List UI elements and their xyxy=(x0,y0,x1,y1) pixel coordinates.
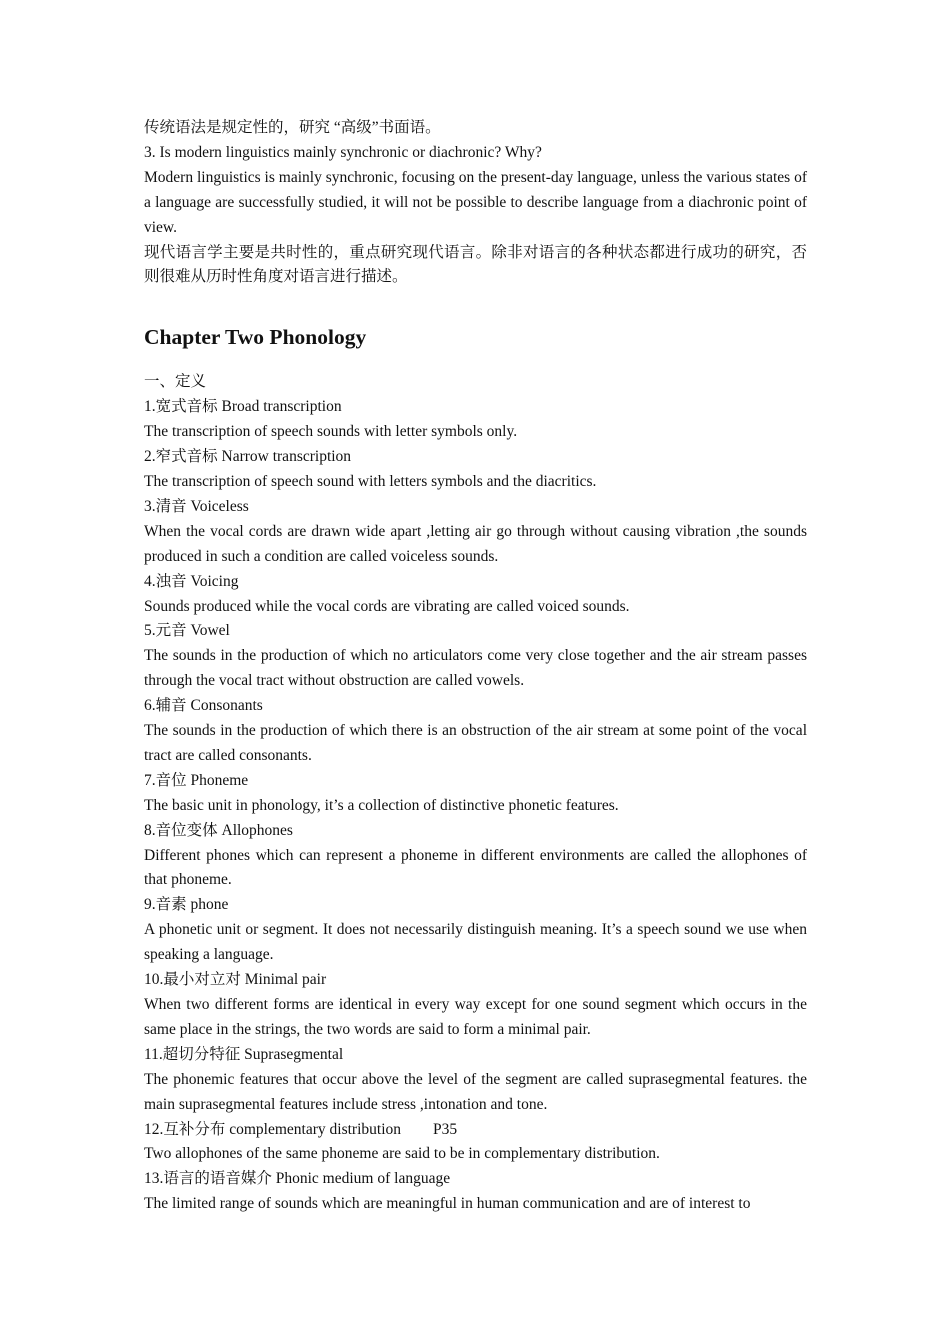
definition-term: 10.最小对立对 Minimal pair xyxy=(144,971,327,989)
definition-text: Sounds produced while the vocal cords are vibrating are called voiced sounds. xyxy=(144,597,630,615)
section-heading: 一、定义 xyxy=(144,373,207,391)
definition-text: The transcription of speech sounds with letter symbols only. xyxy=(144,423,518,441)
definition-term: 8.音位变体 Allophones xyxy=(144,821,293,839)
definition-text: When the vocal cords are drawn wide apart ,letting air go through without causing vibration ,the sounds produced in such a condition are called voiceless sounds. xyxy=(144,522,807,565)
definition-text: When two different forms are identical in every way except for one sound segment which occurs in the same place in the strings, the two words are said to form a minimal pair. xyxy=(144,996,807,1038)
definition-text: Two allophones of the same phoneme are said to be in complementary distribution. xyxy=(144,1145,660,1163)
definition-text: A phonetic unit or segment. It does not necessarily distinguish meaning. It’s a speech sound we use when speaking a language. xyxy=(144,921,807,964)
definition-term: 6.辅音 Consonants xyxy=(144,697,263,715)
definition-term: 4.浊音 Voicing xyxy=(144,572,239,590)
answer-3-english: Modern linguistics is mainly synchronic, focusing on the present-day language, unless the various states of a language are successfully studied, it will not be possible to describe language from a diachronic point of view. xyxy=(144,168,807,236)
definitions-list xyxy=(144,395,807,1217)
definition-term: 1.宽式音标 Broad transcription xyxy=(144,398,342,416)
definition-term: 5.元音 Vowel xyxy=(144,622,230,640)
answer-3-chinese: 现代语言学主要是共时性的，重点研究现代语言。除非对语言的各种状态都进行成功的研究，否则很难从历时性角度对语言进行描述。 xyxy=(144,243,807,286)
definition-term: 9.音素 phone xyxy=(144,896,229,914)
definition-text: The basic unit in phonology, it’s a collection of distinctive phonetic features. xyxy=(144,796,619,814)
chapter-title: Chapter Two Phonology xyxy=(144,325,367,350)
definition-text: The sounds in the production of which no articulators come very close together and the air stream passes through the vocal tract without obstruction are called vowels. xyxy=(144,647,807,690)
definition-text: The limited range of sounds which are meaningful in human communication and are of interest to xyxy=(144,1195,751,1213)
definition-text: Different phones which can represent a phoneme in different environments are called the allophones of that phoneme. xyxy=(144,846,807,889)
page-reference: P35 xyxy=(433,1120,458,1138)
intro-line: 传统语法是规定性的，研究 “高级”书面语。 xyxy=(144,119,441,136)
definition-text: The sounds in the production of which there is an obstruction of the air stream at some point of the vocal tract are called consonants. xyxy=(144,722,807,764)
definition-term: 3.清音 Voiceless xyxy=(144,497,249,515)
definition-term: 11.超切分特征 Suprasegmental xyxy=(144,1045,344,1063)
document-page xyxy=(144,116,807,1217)
definition-term: 7.音位 Phoneme xyxy=(144,771,249,789)
definition-term: 13.语言的语音媒介 Phonic medium of language xyxy=(144,1170,451,1188)
definition-text: The transcription of speech sound with letters symbols and the diacritics. xyxy=(144,472,597,490)
definition-text: The phonemic features that occur above the level of the segment are called suprasegmental features. the main suprasegmental features include stress ,intonation and tone. xyxy=(144,1070,807,1113)
question-3: 3. Is modern linguistics mainly synchronic or diachronic? Why? xyxy=(144,143,542,161)
definition-term: 2.窄式音标 Narrow transcription xyxy=(144,448,352,466)
definition-term: 12.互补分布 complementary distribution xyxy=(144,1120,402,1138)
definition-term-with-page xyxy=(144,1118,807,1143)
